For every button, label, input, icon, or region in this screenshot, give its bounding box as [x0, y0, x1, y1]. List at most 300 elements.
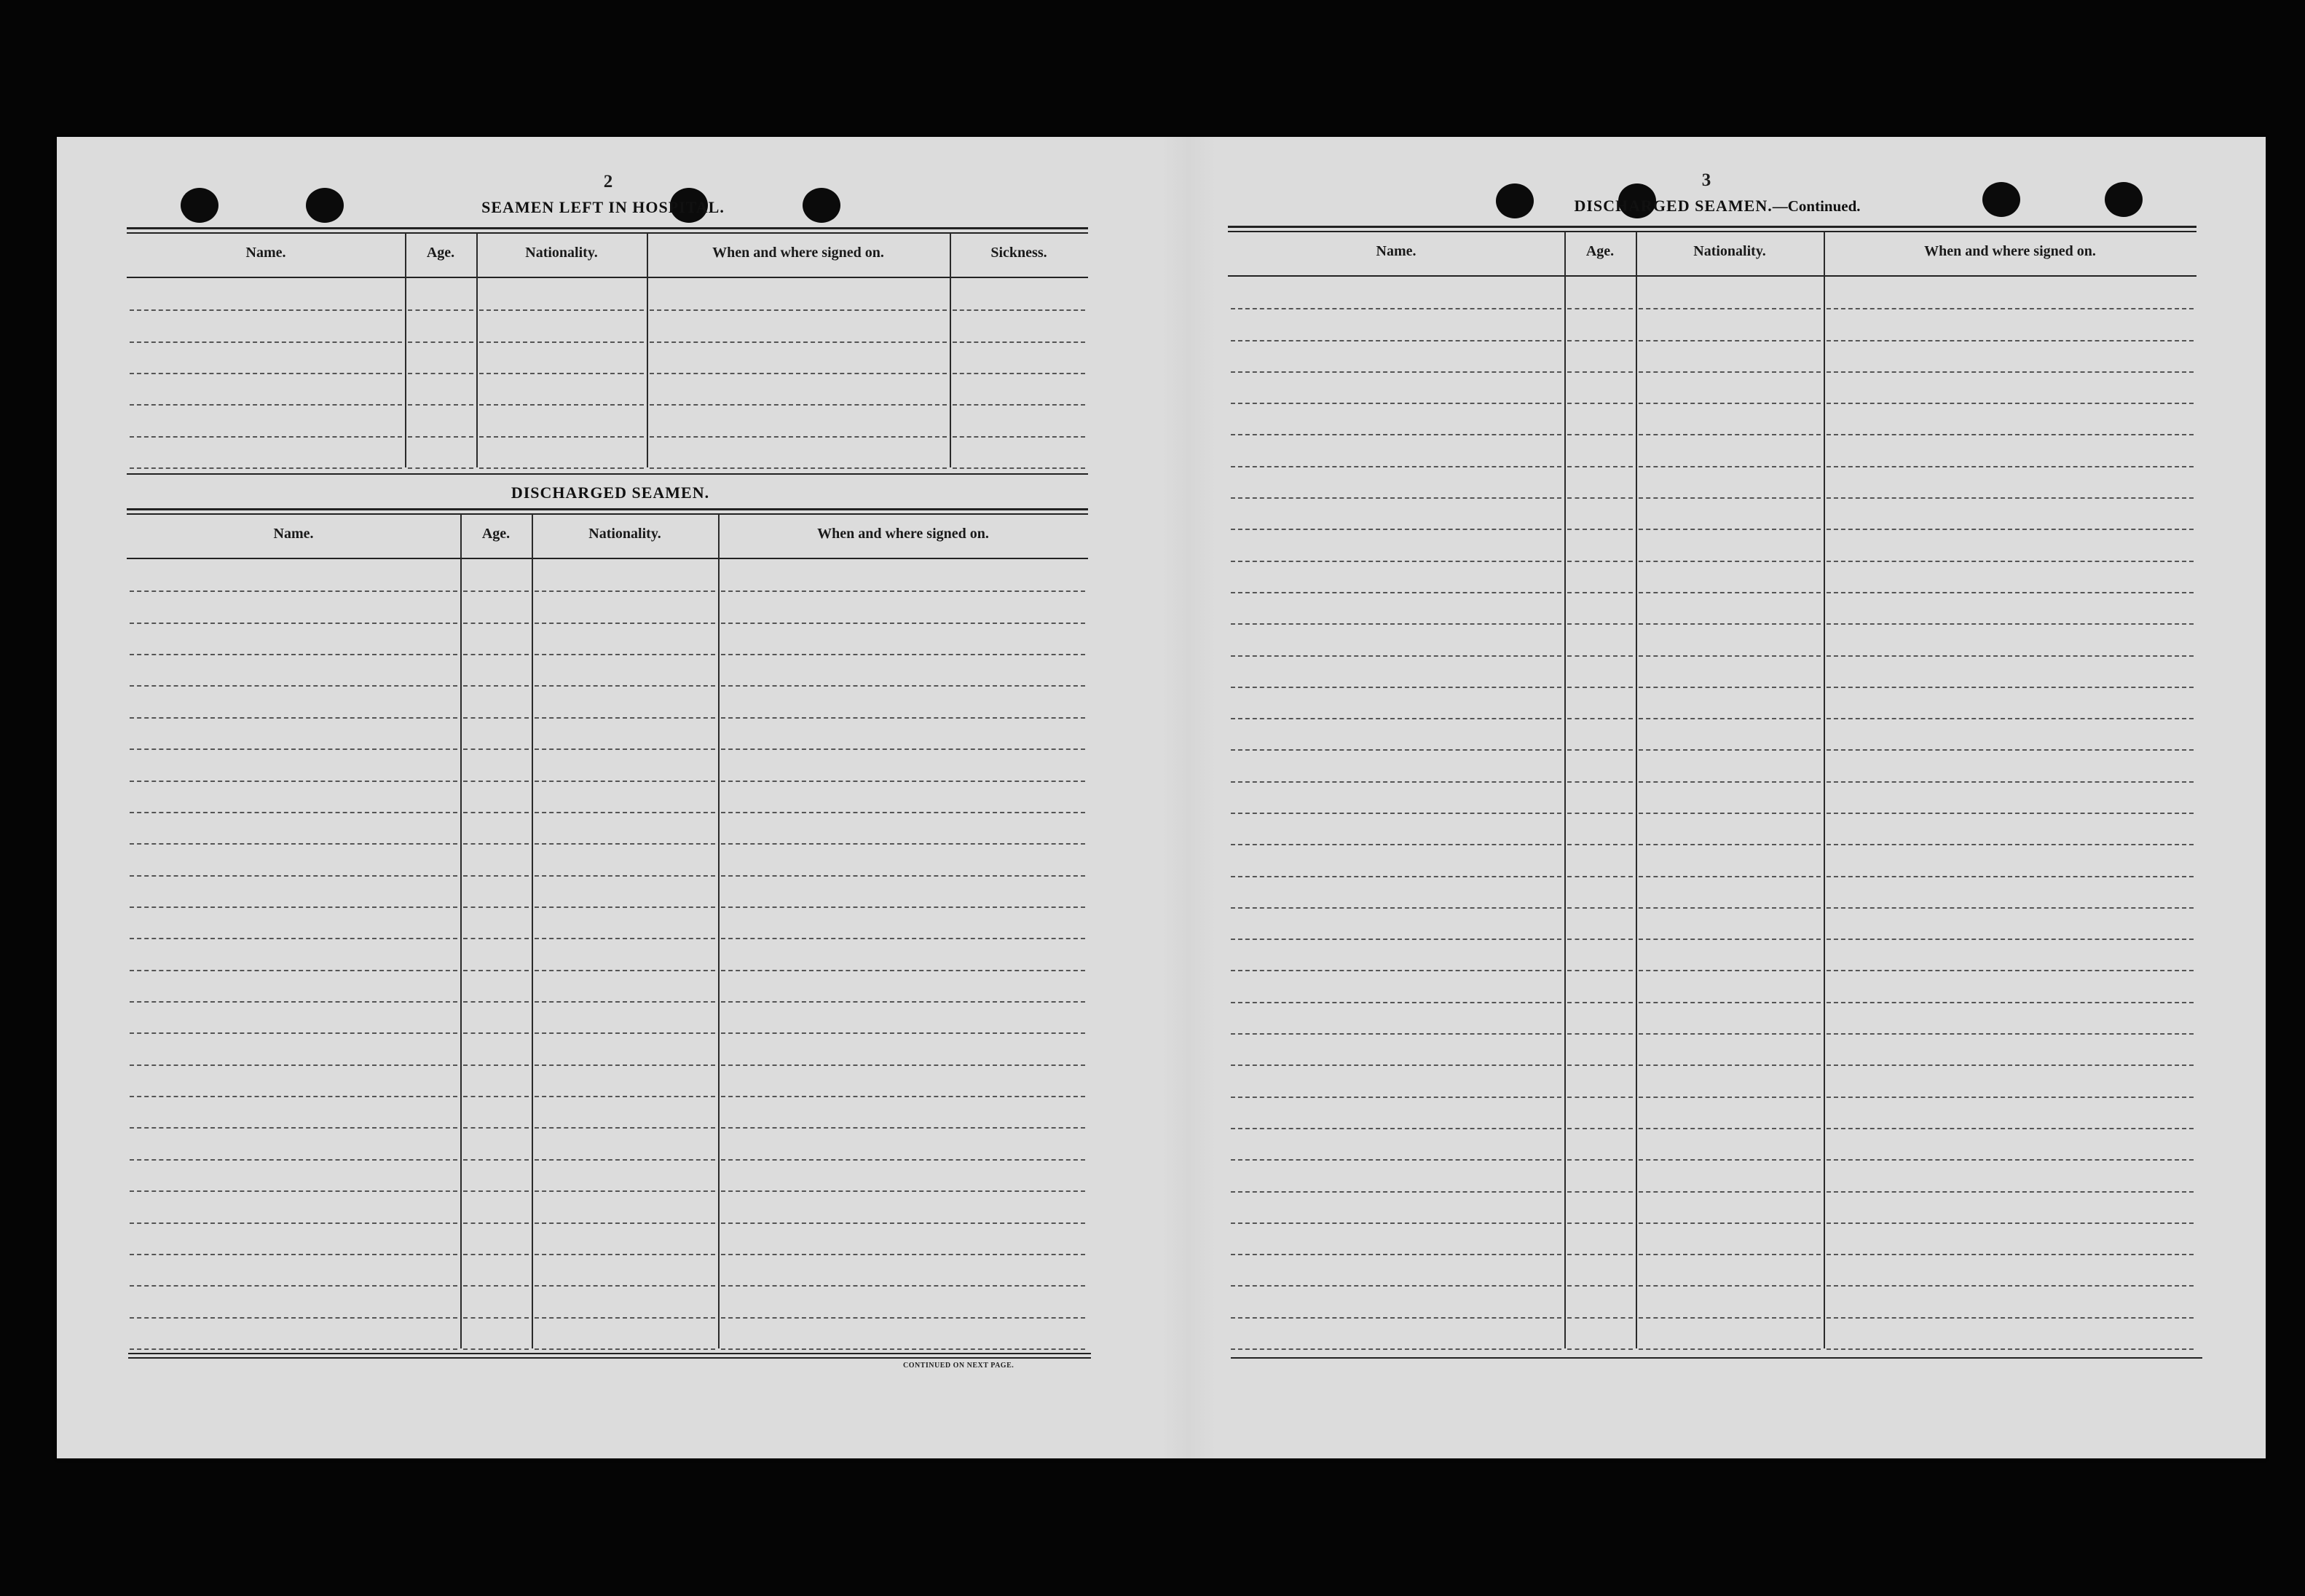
entry-line[interactable] [650, 341, 947, 343]
entry-line[interactable] [1827, 497, 2194, 499]
entry-line[interactable] [535, 1348, 715, 1350]
entry-line[interactable] [1567, 781, 1633, 783]
entry-line[interactable] [1231, 1159, 1561, 1161]
column-header-nationality: Nationality. [1693, 243, 1766, 259]
column-header-name: Name. [273, 526, 314, 542]
entry-line[interactable] [1231, 939, 1561, 940]
entry-line[interactable] [535, 685, 715, 687]
entry-line[interactable] [1567, 403, 1633, 404]
entry-line[interactable] [130, 341, 402, 343]
entry-line[interactable] [1639, 781, 1821, 783]
column-header-rule [127, 558, 1088, 559]
column-divider [1636, 232, 1637, 1348]
entry-line[interactable] [1639, 623, 1821, 625]
bottom-rule [128, 1357, 1091, 1359]
entry-line[interactable] [721, 685, 1085, 687]
entry-line[interactable] [535, 938, 715, 939]
entry-line[interactable] [463, 1127, 529, 1129]
entry-line[interactable] [130, 623, 457, 624]
entry-line[interactable] [1639, 434, 1821, 435]
entry-line[interactable] [1231, 1348, 1561, 1350]
entry-line[interactable] [130, 1348, 457, 1350]
entry-line[interactable] [1567, 939, 1633, 940]
entry-line[interactable] [1567, 1254, 1633, 1255]
entry-line[interactable] [953, 341, 1085, 343]
entry-line[interactable] [479, 404, 644, 406]
entry-line[interactable] [721, 1032, 1085, 1034]
entry-line[interactable] [1567, 813, 1633, 814]
entry-line[interactable] [463, 1254, 529, 1255]
entry-line[interactable] [130, 906, 457, 908]
entry-line[interactable] [463, 970, 529, 971]
entry-line[interactable] [1639, 907, 1821, 909]
entry-line[interactable] [1827, 813, 2194, 814]
entry-line[interactable] [408, 309, 473, 311]
entry-line[interactable] [1827, 907, 2194, 909]
entry-line[interactable] [650, 404, 947, 406]
entry-line[interactable] [463, 654, 529, 655]
entry-line[interactable] [1639, 813, 1821, 814]
entry-line[interactable] [1639, 970, 1821, 971]
entry-line[interactable] [130, 970, 457, 971]
entry-line[interactable] [1231, 1254, 1561, 1255]
entry-line[interactable] [130, 467, 402, 469]
entry-line[interactable] [130, 748, 457, 750]
entry-line[interactable] [535, 1159, 715, 1161]
entry-line[interactable] [1231, 1128, 1561, 1129]
entry-line[interactable] [1231, 371, 1561, 373]
entry-line[interactable] [130, 685, 457, 687]
entry-line[interactable] [1231, 623, 1561, 625]
entry-line[interactable] [721, 843, 1085, 845]
entry-line[interactable] [463, 812, 529, 813]
column-divider [1824, 232, 1825, 1348]
entry-line[interactable] [1639, 1222, 1821, 1224]
entry-line[interactable] [1639, 1033, 1821, 1035]
entry-line[interactable] [1827, 781, 2194, 783]
entry-line[interactable] [463, 1190, 529, 1192]
bottom-rule [128, 1353, 1091, 1354]
entry-line[interactable] [1231, 1064, 1561, 1066]
entry-line[interactable] [650, 467, 947, 469]
entry-line[interactable] [721, 590, 1085, 592]
entry-line[interactable] [479, 309, 644, 311]
entry-line[interactable] [1231, 434, 1561, 435]
entry-line[interactable] [1231, 1033, 1561, 1035]
entry-line[interactable] [1639, 1159, 1821, 1161]
entry-line[interactable] [535, 623, 715, 624]
entry-line[interactable] [1639, 876, 1821, 877]
entry-line[interactable] [1567, 1064, 1633, 1066]
entry-line[interactable] [1639, 1317, 1821, 1319]
entry-line[interactable] [721, 1222, 1085, 1224]
entry-line[interactable] [479, 436, 644, 438]
entry-line[interactable] [1827, 561, 2194, 562]
entry-line[interactable] [535, 812, 715, 813]
entry-line[interactable] [1827, 340, 2194, 341]
entry-line[interactable] [1231, 655, 1561, 657]
entry-line[interactable] [1639, 340, 1821, 341]
column-divider [460, 514, 462, 1348]
entry-line[interactable] [1231, 497, 1561, 499]
entry-line[interactable] [463, 938, 529, 939]
entry-line[interactable] [1567, 749, 1633, 751]
entry-line[interactable] [463, 1064, 529, 1066]
entry-line[interactable] [535, 590, 715, 592]
entry-line[interactable] [463, 906, 529, 908]
entry-line[interactable] [721, 623, 1085, 624]
entry-line[interactable] [1639, 1097, 1821, 1098]
entry-line[interactable] [130, 1127, 457, 1129]
entry-line[interactable] [463, 748, 529, 750]
entry-line[interactable] [130, 590, 457, 592]
entry-line[interactable] [1827, 371, 2194, 373]
entry-line[interactable] [1827, 970, 2194, 971]
entry-line[interactable] [1827, 623, 2194, 625]
entry-line[interactable] [130, 1285, 457, 1287]
entry-line[interactable] [408, 404, 473, 406]
entry-line[interactable] [408, 467, 473, 469]
entry-line[interactable] [1567, 1033, 1633, 1035]
entry-line[interactable] [1639, 687, 1821, 688]
entry-line[interactable] [130, 654, 457, 655]
entry-line[interactable] [130, 1190, 457, 1192]
entry-line[interactable] [1567, 718, 1633, 719]
entry-line[interactable] [130, 938, 457, 939]
entry-line[interactable] [1231, 529, 1561, 530]
entry-line[interactable] [479, 341, 644, 343]
entry-line[interactable] [1567, 561, 1633, 562]
entry-line[interactable] [1231, 687, 1561, 688]
entry-line[interactable] [1827, 655, 2194, 657]
header-rule [127, 513, 1088, 515]
column-header-signed-on: When and where signed on. [1924, 243, 2096, 259]
entry-line[interactable] [1827, 1222, 2194, 1224]
column-divider [532, 514, 533, 1348]
entry-line[interactable] [1567, 687, 1633, 688]
entry-line[interactable] [1231, 1222, 1561, 1224]
entry-line[interactable] [1231, 781, 1561, 783]
entry-line[interactable] [1567, 497, 1633, 499]
entry-line[interactable] [535, 1222, 715, 1224]
column-divider [1564, 232, 1566, 1348]
entry-line[interactable] [1827, 529, 2194, 530]
entry-line[interactable] [1567, 1159, 1633, 1161]
entry-line[interactable] [1231, 813, 1561, 814]
entry-line[interactable] [1567, 529, 1633, 530]
entry-line[interactable] [1231, 340, 1561, 341]
entry-line[interactable] [1639, 1254, 1821, 1255]
column-header-rule [127, 277, 1088, 278]
entry-line[interactable] [130, 1064, 457, 1066]
entry-line[interactable] [1231, 844, 1561, 845]
entry-line[interactable] [721, 1285, 1085, 1287]
entry-line[interactable] [1231, 1191, 1561, 1193]
entry-line[interactable] [130, 1222, 457, 1224]
entry-line[interactable] [1567, 466, 1633, 467]
column-divider [950, 233, 951, 467]
entry-line[interactable] [650, 373, 947, 374]
entry-line[interactable] [1567, 592, 1633, 593]
entry-line[interactable] [535, 1254, 715, 1255]
entry-line[interactable] [1231, 970, 1561, 971]
entry-line[interactable] [1827, 876, 2194, 877]
entry-line[interactable] [1639, 939, 1821, 940]
entry-line[interactable] [721, 938, 1085, 939]
entry-line[interactable] [1567, 1222, 1633, 1224]
entry-line[interactable] [721, 1348, 1085, 1350]
entry-line[interactable] [463, 1001, 529, 1003]
entry-line[interactable] [535, 1127, 715, 1129]
entry-line[interactable] [1827, 592, 2194, 593]
entry-line[interactable] [1827, 308, 2194, 309]
entry-line[interactable] [535, 906, 715, 908]
entry-line[interactable] [1827, 434, 2194, 435]
entry-line[interactable] [463, 1096, 529, 1097]
entry-line[interactable] [535, 1032, 715, 1034]
entry-line[interactable] [535, 875, 715, 877]
entry-line[interactable] [463, 685, 529, 687]
entry-line[interactable] [408, 436, 473, 438]
entry-line[interactable] [1639, 592, 1821, 593]
entry-line[interactable] [535, 654, 715, 655]
entry-line[interactable] [1827, 1254, 2194, 1255]
entry-line[interactable] [130, 373, 402, 374]
entry-line[interactable] [1639, 749, 1821, 751]
entry-line[interactable] [1639, 655, 1821, 657]
entry-line[interactable] [1827, 1159, 2194, 1161]
entry-line[interactable] [130, 1254, 457, 1255]
entry-line[interactable] [953, 436, 1085, 438]
entry-line[interactable] [130, 436, 402, 438]
entry-line[interactable] [535, 1001, 715, 1003]
entry-line[interactable] [1827, 1348, 2194, 1350]
entry-line[interactable] [1827, 1128, 2194, 1129]
entry-line[interactable] [721, 654, 1085, 655]
title-suffix: —Continued. [1772, 197, 1861, 215]
entry-line[interactable] [1231, 308, 1561, 309]
entry-line[interactable] [1231, 718, 1561, 719]
entry-line[interactable] [1231, 1317, 1561, 1319]
entry-line[interactable] [1231, 466, 1561, 467]
entry-line[interactable] [1639, 1348, 1821, 1350]
entry-line[interactable] [130, 781, 457, 782]
entry-line[interactable] [1827, 1002, 2194, 1003]
entry-line[interactable] [721, 1127, 1085, 1129]
column-header-signed-on: When and where signed on. [817, 526, 989, 542]
entry-line[interactable] [463, 875, 529, 877]
discharged-continued-title [1542, 197, 1892, 216]
document-sheet [57, 137, 2266, 1458]
entry-line[interactable] [463, 590, 529, 592]
header-rule [1228, 226, 2196, 228]
entry-line[interactable] [535, 1285, 715, 1287]
entry-line[interactable] [535, 1096, 715, 1097]
entry-line[interactable] [1231, 1002, 1561, 1003]
entry-line[interactable] [1639, 1128, 1821, 1129]
entry-line[interactable] [1231, 403, 1561, 404]
entry-line[interactable] [1231, 1285, 1561, 1287]
entry-line[interactable] [1639, 529, 1821, 530]
entry-line[interactable] [1231, 1097, 1561, 1098]
entry-line[interactable] [650, 309, 947, 311]
entry-line[interactable] [1827, 1097, 2194, 1098]
entry-line[interactable] [1827, 939, 2194, 940]
entry-line[interactable] [463, 781, 529, 782]
entry-line[interactable] [130, 309, 402, 311]
entry-line[interactable] [130, 404, 402, 406]
entry-line[interactable] [535, 717, 715, 719]
entry-line[interactable] [463, 1159, 529, 1161]
entry-line[interactable] [1827, 1033, 2194, 1035]
column-header-rule [1228, 275, 2196, 277]
entry-line[interactable] [721, 970, 1085, 971]
entry-line[interactable] [721, 1254, 1085, 1255]
column-divider [647, 233, 648, 467]
entry-line[interactable] [1567, 1097, 1633, 1098]
entry-line[interactable] [1567, 1285, 1633, 1287]
entry-line[interactable] [1231, 592, 1561, 593]
entry-line[interactable] [535, 843, 715, 845]
entry-line[interactable] [463, 1348, 529, 1350]
entry-line[interactable] [1567, 970, 1633, 971]
entry-line[interactable] [1231, 907, 1561, 909]
entry-line[interactable] [1639, 561, 1821, 562]
entry-line[interactable] [1567, 1002, 1633, 1003]
entry-line[interactable] [953, 404, 1085, 406]
entry-line[interactable] [650, 436, 947, 438]
entry-line[interactable] [1567, 844, 1633, 845]
entry-line[interactable] [1567, 434, 1633, 435]
entry-line[interactable] [1231, 561, 1561, 562]
entry-line[interactable] [463, 623, 529, 624]
entry-line[interactable] [953, 373, 1085, 374]
entry-line[interactable] [721, 1001, 1085, 1003]
column-header-age: Age. [1585, 243, 1615, 259]
entry-line[interactable] [130, 843, 457, 845]
entry-line[interactable] [130, 1096, 457, 1097]
entry-line[interactable] [1567, 1191, 1633, 1193]
entry-line[interactable] [1827, 718, 2194, 719]
entry-line[interactable] [721, 1096, 1085, 1097]
entry-line[interactable] [1827, 1064, 2194, 1066]
entry-line[interactable] [1639, 1191, 1821, 1193]
column-header-signed-on: When and where signed on. [712, 245, 884, 261]
entry-line[interactable] [721, 1064, 1085, 1066]
entry-line[interactable] [1827, 844, 2194, 845]
entry-line[interactable] [721, 717, 1085, 719]
entry-line[interactable] [1639, 403, 1821, 404]
column-header-name: Name. [1376, 243, 1417, 259]
entry-line[interactable] [130, 812, 457, 813]
entry-line[interactable] [130, 1159, 457, 1161]
entry-line[interactable] [721, 875, 1085, 877]
entry-line[interactable] [721, 812, 1085, 813]
entry-line[interactable] [1639, 1285, 1821, 1287]
entry-line[interactable] [1639, 1064, 1821, 1066]
entry-line[interactable] [1827, 1191, 2194, 1193]
entry-line[interactable] [535, 748, 715, 750]
entry-line[interactable] [1567, 623, 1633, 625]
entry-line[interactable] [721, 748, 1085, 750]
entry-line[interactable] [1639, 466, 1821, 467]
entry-line[interactable] [953, 309, 1085, 311]
entry-line[interactable] [1567, 1317, 1633, 1319]
entry-line[interactable] [535, 1190, 715, 1192]
entry-line[interactable] [1639, 718, 1821, 719]
entry-line[interactable] [1567, 655, 1633, 657]
entry-line[interactable] [1567, 1348, 1633, 1350]
entry-line[interactable] [1567, 340, 1633, 341]
entry-line[interactable] [479, 467, 644, 469]
discharged-section-title: DISCHARGED SEAMEN. [511, 483, 710, 502]
column-header-nationality: Nationality. [588, 526, 661, 542]
column-header-nationality: Nationality. [525, 245, 598, 261]
entry-line[interactable] [535, 1064, 715, 1066]
entry-line[interactable] [1231, 876, 1561, 877]
entry-line[interactable] [721, 781, 1085, 782]
entry-line[interactable] [1827, 1285, 2194, 1287]
entry-line[interactable] [408, 341, 473, 343]
entry-line[interactable] [463, 717, 529, 719]
entry-line[interactable] [1639, 308, 1821, 309]
entry-line[interactable] [463, 1222, 529, 1224]
punch-hole [803, 188, 840, 223]
entry-line[interactable] [1567, 308, 1633, 309]
entry-line[interactable] [1567, 876, 1633, 877]
entry-line[interactable] [1827, 466, 2194, 467]
entry-line[interactable] [463, 1285, 529, 1287]
entry-line[interactable] [1827, 749, 2194, 751]
entry-line[interactable] [130, 717, 457, 719]
entry-line[interactable] [535, 781, 715, 782]
entry-line[interactable] [535, 1317, 715, 1319]
entry-line[interactable] [1231, 749, 1561, 751]
entry-line[interactable] [1567, 371, 1633, 373]
column-divider [718, 514, 720, 1348]
entry-line[interactable] [130, 1001, 457, 1003]
entry-line[interactable] [463, 843, 529, 845]
entry-line[interactable] [953, 467, 1085, 469]
entry-line[interactable] [130, 1317, 457, 1319]
title-text: DISCHARGED SEAMEN. [1574, 197, 1773, 215]
entry-line[interactable] [535, 970, 715, 971]
punch-hole [306, 188, 344, 223]
entry-line[interactable] [721, 1317, 1085, 1319]
entry-line[interactable] [1567, 907, 1633, 909]
entry-line[interactable] [463, 1317, 529, 1319]
entry-line[interactable] [408, 373, 473, 374]
entry-line[interactable] [1567, 1128, 1633, 1129]
entry-line[interactable] [479, 373, 644, 374]
entry-line[interactable] [721, 1190, 1085, 1192]
entry-line[interactable] [1639, 1002, 1821, 1003]
entry-line[interactable] [463, 1032, 529, 1034]
entry-line[interactable] [1639, 371, 1821, 373]
entry-line[interactable] [1827, 1317, 2194, 1319]
entry-line[interactable] [1639, 844, 1821, 845]
entry-line[interactable] [1827, 403, 2194, 404]
entry-line[interactable] [721, 906, 1085, 908]
entry-line[interactable] [130, 1032, 457, 1034]
entry-line[interactable] [130, 875, 457, 877]
column-divider [476, 233, 478, 467]
entry-line[interactable] [721, 1159, 1085, 1161]
entry-line[interactable] [1827, 687, 2194, 688]
entry-line[interactable] [1639, 497, 1821, 499]
column-divider [405, 233, 406, 467]
punch-hole [1982, 182, 2020, 217]
